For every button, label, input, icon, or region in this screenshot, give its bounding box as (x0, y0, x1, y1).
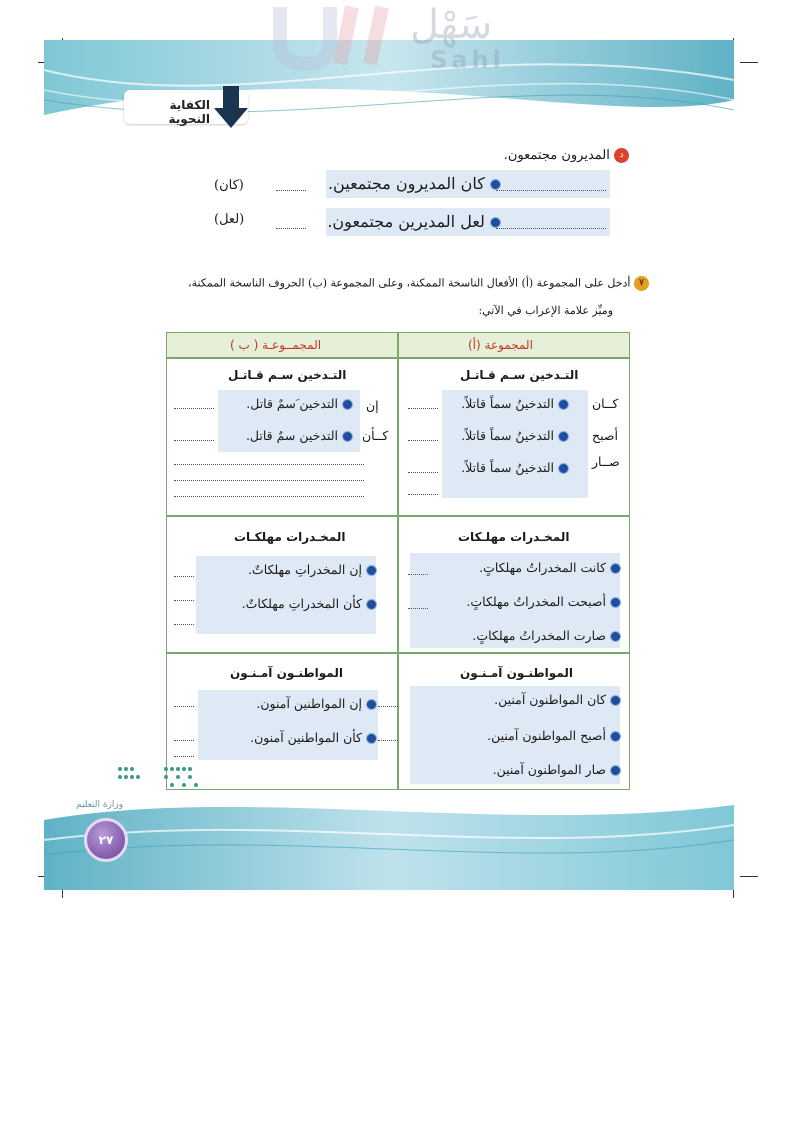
answer-line (276, 190, 306, 191)
answer-line (408, 574, 428, 575)
bullet-icon (366, 599, 377, 610)
item-d-sentence (504, 148, 629, 163)
table-divider (166, 357, 630, 359)
cell-title: المواطنـون آمـنـون (230, 666, 343, 680)
bullet-icon (610, 731, 621, 742)
bullet-icon (366, 699, 377, 710)
bullet-icon (342, 399, 353, 410)
answer-text: التدخينُ سماً قاتلاً. (461, 460, 569, 475)
bullet-icon (558, 399, 569, 410)
bullet-icon (610, 597, 621, 608)
answer-text: كأن المواطنين آمنون. (250, 730, 377, 745)
crop-mark (740, 62, 758, 63)
bullet-icon (366, 733, 377, 744)
footer-wave-band (44, 790, 734, 890)
item-d-hint: (كان) (214, 178, 244, 193)
answer-line (174, 480, 364, 481)
bullet-icon (366, 565, 377, 576)
answer-line (174, 408, 214, 409)
answer-line (496, 228, 606, 229)
answer-line (174, 706, 194, 707)
answer-line (408, 440, 438, 441)
answer-line (174, 576, 194, 577)
sahl-watermark (270, 0, 530, 80)
item-d-text: المديرون مجتمعون. (503, 148, 610, 163)
watermark-logo-icon (270, 2, 400, 72)
table-header-b: المجمــوعـة ( ب ) (230, 338, 322, 352)
answer-text: أصبحت المخدراتُ مهلكاتٍ. (466, 594, 621, 609)
item-d-hint: (لعل) (214, 212, 245, 227)
bullet-icon (610, 765, 621, 776)
answer-text: أصبح المواطنون آمنين. (487, 728, 621, 743)
bullet-icon (490, 217, 501, 228)
answer-text: التدخين سمٌ قاتل. (246, 428, 353, 443)
answer-line (174, 464, 364, 465)
bullet-icon (610, 563, 621, 574)
table-divider (397, 332, 399, 790)
cell-title: المخـدرات مهلـكات (458, 530, 570, 544)
cell-title: التـدخين سـم قـاتـل (460, 368, 579, 382)
page-number: ٢٧ (98, 833, 114, 847)
answer-line (496, 190, 606, 191)
section-tag-label: الكفاية النحوية (168, 98, 210, 126)
answer-text: صار المواطنون آمنين. (493, 762, 621, 777)
item-badge: د (614, 148, 629, 163)
answer-line (276, 228, 306, 229)
watermark-arabic: سَهْل (410, 2, 493, 48)
answer-text: صارت المخدراتُ مهلكاتٍ. (472, 628, 621, 643)
answer-line (378, 740, 398, 741)
bullet-icon (342, 431, 353, 442)
answer-text: كأن المخدراتِ مهلكاتٌ. (242, 596, 377, 611)
answer-text: كان المواطنون آمنين. (494, 692, 621, 707)
answer-text: كانت المخدراتُ مهلكاتٍ. (479, 560, 621, 575)
table-header-a: المجموعة (أ) (468, 338, 533, 352)
cell-title: المواطنـون آمـنـون (460, 666, 573, 680)
answer-text: إن المواطنين آمنون. (256, 696, 377, 711)
answer-line (408, 608, 428, 609)
verb-label: أصبح (592, 428, 618, 443)
exercise-number: ٧ (634, 276, 649, 291)
bullet-icon (610, 695, 621, 706)
down-arrow-icon (214, 86, 248, 128)
table-divider (166, 652, 630, 654)
answer-line (378, 706, 398, 707)
answer-text: التدخين َسمٌ قاتل. (246, 396, 353, 411)
answer-text: التدخينُ سماً قاتلاً. (461, 396, 569, 411)
crop-mark (740, 876, 758, 877)
answer-line (408, 408, 438, 409)
cell-title: التـدخين سـم قـاتـل (228, 368, 347, 382)
bullet-icon (558, 431, 569, 442)
particle-label: إن (366, 398, 379, 413)
cell-title: المخـدرات مهلكـات (234, 530, 346, 544)
verb-label: كــان (592, 396, 619, 411)
answer-line (174, 440, 214, 441)
ministry-name: وزارة التعليم (76, 800, 124, 810)
table-divider (166, 515, 630, 517)
answer-line (174, 600, 194, 601)
item-d-answer: لعل المديرين مجتمعون. (327, 212, 501, 231)
answer-line (408, 494, 438, 495)
bullet-icon (558, 463, 569, 474)
page-number-badge (84, 818, 128, 862)
answer-line (174, 756, 194, 757)
bullet-icon (610, 631, 621, 642)
answer-line (174, 496, 364, 497)
answer-text: إن المخدراتِ مهلكاتٌ. (248, 562, 377, 577)
bullet-icon (490, 179, 501, 190)
exercise-instruction-2: وميِّز علامة الإعراب في الآتي: (478, 304, 613, 317)
answer-text: التدخينُ سماً قاتلاً. (461, 428, 569, 443)
verb-label: صــار (592, 454, 620, 469)
answer-line (174, 740, 194, 741)
answer-line (174, 624, 194, 625)
ministry-logo-icon (116, 765, 200, 791)
item-d-answer: كان المديرون مجتمعين. (328, 174, 501, 193)
answer-line (408, 472, 438, 473)
particle-label: كــأن (362, 428, 389, 443)
watermark-latin: Sahl (430, 46, 505, 74)
exercise-instruction-1: ٧ أدخل على المجموعة (أ) الأفعال الناسخة الممكنة، وعلى المجموعة (ب) الحروف الناسخة الممكنة، (188, 276, 649, 291)
